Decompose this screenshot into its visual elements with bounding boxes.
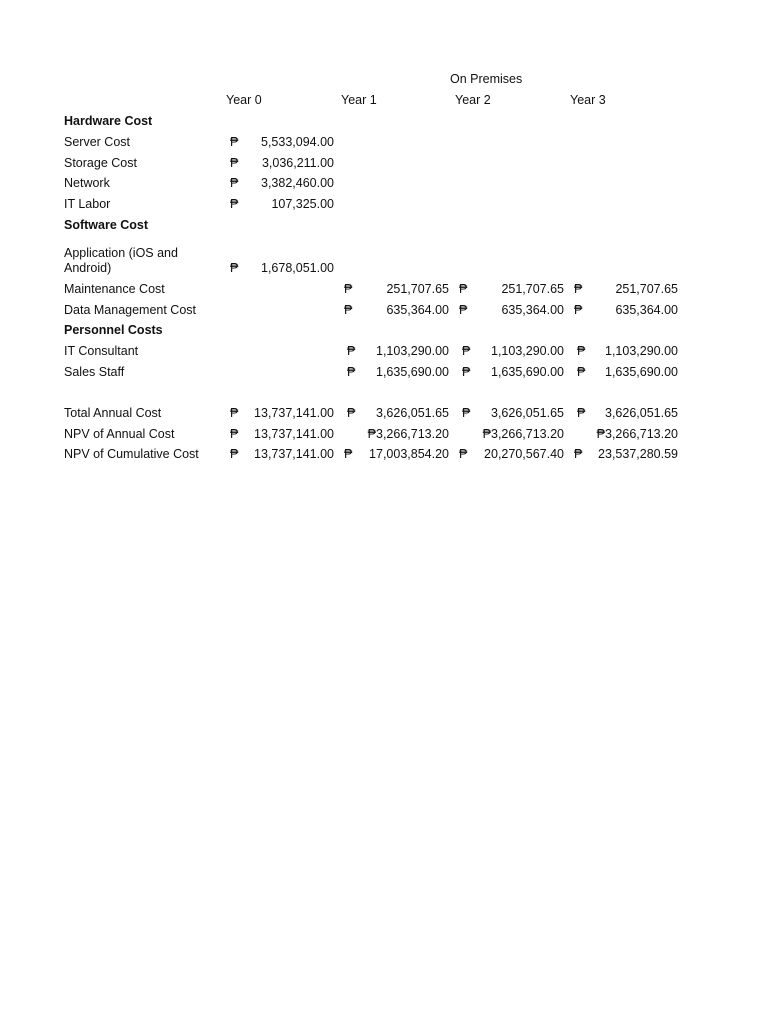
it-labor-label: IT Labor (64, 197, 111, 211)
peso-sign: ₱ (230, 197, 239, 211)
storage-cost-y0 (230, 156, 334, 171)
amount: 5,533,094.00 (261, 135, 334, 149)
it-labor-y0 (230, 197, 334, 212)
amount: 3,626,051.65 (491, 406, 564, 420)
amount: 635,364.00 (386, 303, 449, 317)
it-consultant-y2 (462, 344, 564, 359)
peso-sign: ₱ (574, 282, 583, 296)
peso-sign: ₱ (459, 447, 468, 461)
it-consultant-label: IT Consultant (64, 344, 139, 358)
maintenance-cost-y2 (459, 282, 564, 297)
peso-sign: ₱ (230, 447, 239, 461)
data-management-label: Data Management Cost (64, 303, 197, 317)
amount: 107,325.00 (271, 197, 334, 211)
data-management-y2 (459, 303, 564, 318)
peso-sign: ₱ (574, 303, 583, 317)
amount: ₱3,266,713.20 (367, 427, 449, 441)
npv-cumulative-cost-y0 (230, 447, 334, 462)
data-management-y3 (574, 303, 678, 318)
year-1-header: Year 1 (341, 93, 377, 107)
amount: 13,737,141.00 (254, 427, 334, 441)
application-y0 (230, 261, 334, 276)
data-management-y1 (344, 303, 449, 318)
amount: 13,737,141.00 (254, 447, 334, 461)
amount: ₱3,266,713.20 (482, 427, 564, 441)
sales-staff-y2 (462, 365, 564, 380)
application-label: Application (iOS and Android) (64, 246, 178, 275)
npv-annual-cost-y3 (574, 427, 678, 442)
amount: 635,364.00 (501, 303, 564, 317)
storage-cost-label: Storage Cost (64, 156, 137, 170)
amount: 251,707.65 (386, 282, 449, 296)
total-annual-cost-y1 (347, 406, 449, 421)
section-hardware: Hardware Cost (64, 114, 153, 128)
year-0-header: Year 0 (226, 93, 262, 107)
server-cost-label: Server Cost (64, 135, 130, 149)
total-annual-cost-label: Total Annual Cost (64, 406, 162, 420)
peso-sign: ₱ (459, 282, 468, 296)
peso-sign: ₱ (462, 406, 471, 420)
peso-sign: ₱ (344, 447, 353, 461)
section-software: Software Cost (64, 218, 149, 232)
amount: 635,364.00 (615, 303, 678, 317)
amount: 3,036,211.00 (261, 156, 334, 170)
year-2-header: Year 2 (455, 93, 491, 107)
amount: 3,382,460.00 (261, 176, 334, 190)
sales-staff-label: Sales Staff (64, 365, 125, 379)
maintenance-cost-y3 (574, 282, 678, 297)
total-annual-cost-y0 (230, 406, 334, 421)
amount: 1,103,290.00 (376, 344, 449, 358)
amount: 17,003,854.20 (369, 447, 449, 461)
sales-staff-y3 (577, 365, 678, 380)
maintenance-cost-y1 (344, 282, 449, 297)
amount: 1,635,690.00 (605, 365, 678, 379)
network-label: Network (64, 176, 110, 190)
amount: 1,678,051.00 (261, 261, 334, 275)
maintenance-cost-label: Maintenance Cost (64, 282, 165, 296)
npv-annual-cost-y1 (344, 427, 449, 442)
npv-cumulative-cost-y1 (344, 447, 449, 462)
peso-sign: ₱ (344, 303, 353, 317)
npv-cumulative-cost-y3 (574, 447, 678, 462)
amount: 1,103,290.00 (605, 344, 678, 358)
peso-sign: ₱ (459, 303, 468, 317)
peso-sign: ₱ (230, 427, 239, 441)
peso-sign: ₱ (230, 261, 239, 275)
amount: 13,737,141.00 (254, 406, 334, 420)
amount: 251,707.65 (501, 282, 564, 296)
amount: 3,626,051.65 (376, 406, 449, 420)
peso-sign: ₱ (230, 176, 239, 190)
peso-sign: ₱ (344, 282, 353, 296)
it-consultant-y3 (577, 344, 678, 359)
peso-sign: ₱ (230, 406, 239, 420)
npv-cumulative-cost-label: NPV of Cumulative Cost (64, 447, 199, 461)
network-y0 (230, 176, 334, 191)
peso-sign: ₱ (347, 344, 356, 358)
amount: 1,635,690.00 (491, 365, 564, 379)
year-3-header: Year 3 (570, 93, 606, 107)
peso-sign: ₱ (347, 406, 356, 420)
peso-sign: ₱ (462, 365, 471, 379)
table-title: On Premises (450, 72, 523, 86)
amount: 20,270,567.40 (484, 447, 564, 461)
amount: 1,103,290.00 (491, 344, 564, 358)
peso-sign: ₱ (574, 447, 583, 461)
it-consultant-y1 (347, 344, 449, 359)
npv-annual-cost-y0 (230, 427, 334, 442)
peso-sign: ₱ (347, 365, 356, 379)
peso-sign: ₱ (230, 135, 239, 149)
npv-annual-cost-label: NPV of Annual Cost (64, 427, 175, 441)
sales-staff-y1 (347, 365, 449, 380)
peso-sign: ₱ (577, 365, 586, 379)
peso-sign: ₱ (577, 344, 586, 358)
amount: 1,635,690.00 (376, 365, 449, 379)
amount: 251,707.65 (615, 282, 678, 296)
server-cost-y0 (230, 135, 334, 150)
section-personnel: Personnel Costs (64, 323, 163, 337)
npv-cumulative-cost-y2 (459, 447, 564, 462)
amount: 23,537,280.59 (598, 447, 678, 461)
peso-sign: ₱ (230, 156, 239, 170)
amount: 3,626,051.65 (605, 406, 678, 420)
peso-sign: ₱ (577, 406, 586, 420)
amount: ₱3,266,713.20 (596, 427, 678, 441)
npv-annual-cost-y2 (459, 427, 564, 442)
total-annual-cost-y3 (577, 406, 678, 421)
total-annual-cost-y2 (462, 406, 564, 421)
peso-sign: ₱ (462, 344, 471, 358)
